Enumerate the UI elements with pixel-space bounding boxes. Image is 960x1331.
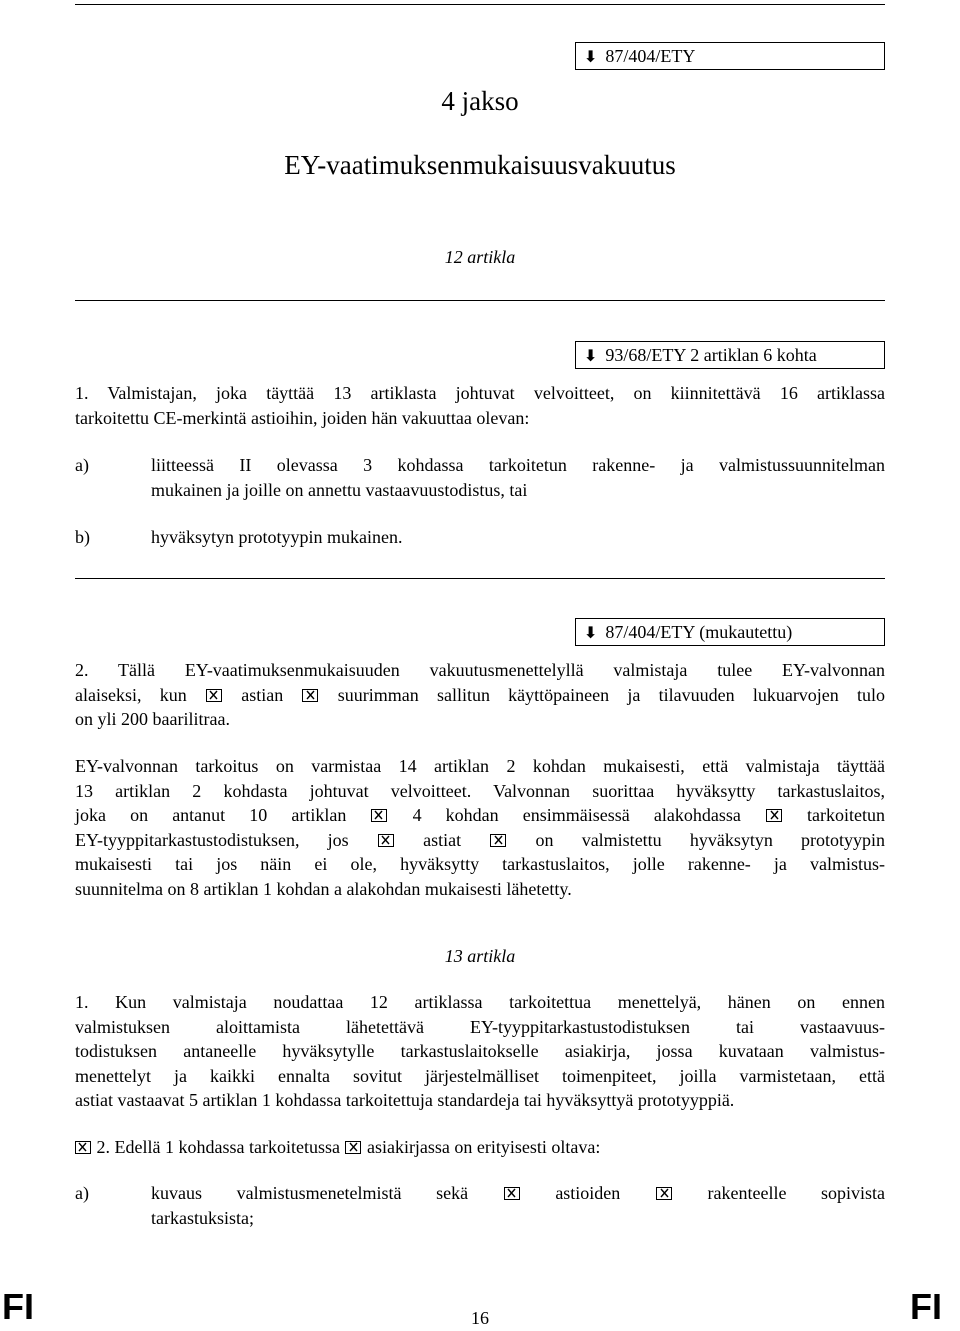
source-reference-box [575,618,885,646]
text-run: kuvaus valmistusmenetelmistä sekä [151,1183,469,1203]
arrow-down-icon: ⬇ [584,47,598,66]
source-reference-text: 87/404/ETY [605,46,696,66]
text-run: astian [241,684,284,705]
article-12-paragraph-3 [75,754,885,901]
text-run: 2. Edellä 1 kohdassa tarkoitetussa [96,1137,340,1157]
insertion-start-marker-icon [371,809,387,822]
section-title: EY-vaatimuksenmukaisuusvakuutus [284,150,676,180]
text-line: liitteessä II olevassa 3 kohdassa tarkoitetun rakenne- ja valmistussuunnitelman [151,455,885,475]
text-run: suurimman sallitun käyttöpaineen ja tilavuuden lukuarvojen tulo [337,684,886,705]
insertion-end-marker-icon [302,689,318,702]
text-line: todistuksen antaneelle hyväksytylle tarkastuslaitokselle asiakirja, jossa kuvataan valmistus- [75,1041,885,1061]
article-13-paragraph-2 [75,1135,885,1160]
source-reference-text: 87/404/ETY (mukautettu) [605,622,793,642]
text-run: rakenteelle sopivista [707,1183,886,1203]
insertion-end-marker-icon [345,1141,361,1154]
text-line: mukaisesti tai jos näin ei ole, hyväksytty tarkastuslaitos, jolle rakenne- ja valmistus- [75,854,885,874]
separator-rule [75,300,885,301]
insertion-start-marker-icon [378,834,394,847]
text-line: astiat vastaavat 5 artiklan 1 kohdassa tarkoitettuja standardeja tai hyväksyttyä prototyyppiä. [75,1090,735,1110]
text-run: joka on antanut 10 artiklan [75,805,347,825]
insertion-end-marker-icon [656,1187,672,1200]
text-line: tarkastuksista; [151,1207,254,1228]
text-line: tarkoitettu CE-merkintä astioihin, joiden hän vakuuttaa olevan: [75,407,530,428]
insertion-end-marker-icon [490,834,506,847]
section-number: 4 jakso [441,86,519,116]
article-13-paragraph-1 [75,990,885,1113]
top-rule [75,4,885,5]
text-line [75,683,885,708]
list-item-text [151,453,885,502]
insertion-start-marker-icon [504,1187,520,1200]
page-number: 16 [471,1308,489,1328]
text-line: 1. Kun valmistaja noudattaa 12 artiklassa tarkoitettua menettelyä, hänen on ennen [75,992,885,1012]
text-run: EY-tyyppitarkastustodistuksen, jos [75,829,349,850]
text-run: asiakirjassa on erityisesti oltava: [366,1137,601,1157]
text-line [151,1181,885,1206]
article-12-paragraph-1 [75,381,885,430]
insertion-start-marker-icon [75,1141,91,1154]
article-12-paragraph-2 [75,658,885,732]
text-line: on yli 200 baarilitraa. [75,709,230,729]
text-run: 4 kohdan ensimmäisessä alakohdassa [412,805,741,825]
list-item-text: hyväksytyn prototyypin mukainen. [151,527,403,547]
text-line [75,828,885,853]
text-run: tarkoitetun [807,805,886,825]
text-run: astioiden [555,1183,621,1203]
text-line: menettelyt ja kaikki ennalta sovitut järjestelmälliset toimenpiteet, joilla varmistetaan, että [75,1065,885,1086]
arrow-down-icon: ⬇ [584,346,598,365]
list-item-label: b) [75,527,90,547]
text-line: 13 artiklan 2 kohdasta johtuvat velvoitteet. Valvonnan suorittaa hyväksytty tarkastuslaitos, [75,780,885,801]
source-reference-text: 93/68/ETY 2 artiklan 6 kohta [605,345,817,365]
article-12-heading: 12 artikla [444,247,516,267]
list-item-label: a) [75,1183,89,1203]
footer-language-right: FI [910,1286,942,1327]
text-line [75,803,885,828]
footer-language-left: FI [2,1286,34,1327]
arrow-down-icon: ⬇ [584,623,598,642]
text-run: alaiseksi, kun [75,684,187,705]
text-run: on valmistettu hyväksytyn prototyypin [535,829,886,850]
insertion-end-marker-icon [766,809,782,822]
text-run: astiat [423,829,462,850]
article-13-heading: 13 artikla [444,946,516,966]
text-line: EY-valvonnan tarkoitus on varmistaa 14 artiklan 2 kohdan mukaisesti, että valmistaja täyttää [75,756,885,776]
text-line: 1. Valmistajan, joka täyttää 13 artiklasta johtuvat velvoitteet, on kiinnitettävä 16 artiklassa [75,383,885,403]
text-line: 2. Tällä EY-vaatimuksenmukaisuuden vakuutusmenettelyllä valmistaja tulee EY-valvonnan [75,660,885,680]
source-reference-box [575,341,885,369]
text-line: mukainen ja joille on annettu vastaavuustodistus, tai [151,479,528,500]
text-line: valmistuksen aloittamista lähetettävä EY-tyyppitarkastustodistuksen tai vastaavuus- [75,1016,885,1037]
source-reference-box [575,42,885,70]
separator-rule [75,578,885,579]
list-item-text [151,1181,885,1230]
text-line: suunnitelma on 8 artiklan 1 kohdan a alakohdan mukaisesti lähetetty. [75,878,572,899]
insertion-start-marker-icon [206,689,222,702]
list-item-label: a) [75,455,89,475]
